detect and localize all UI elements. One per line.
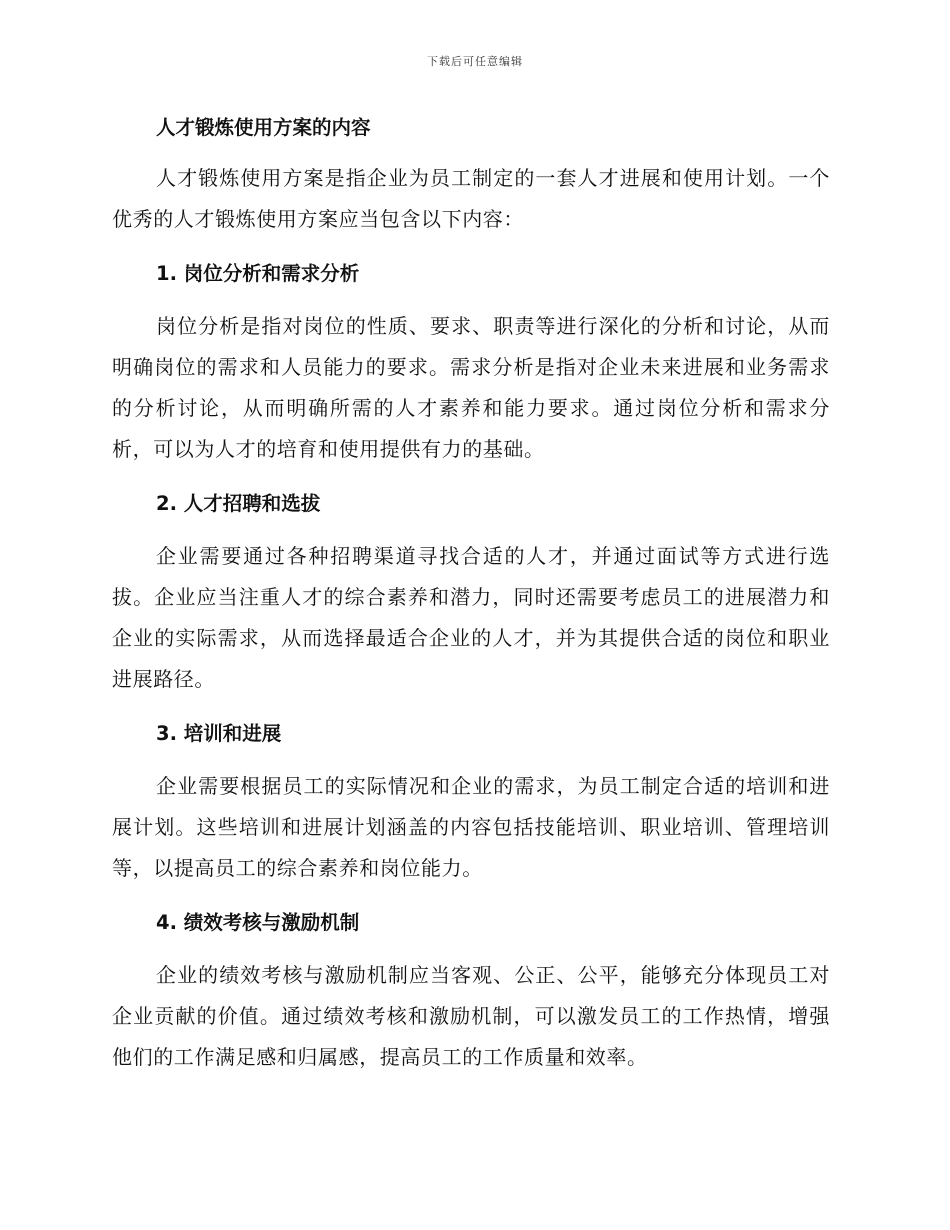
document-content — [112, 110, 830, 1078]
section-body-2: 企业需要通过各种招聘渠道寻找合适的人才，并通过面试等方式进行选拔。企业应当注重人才的综合素养和潜力，同时还需要考虑员工的进展潜力和企业的实际需求，从而选择最适合企业的人才，并为其提供合适的岗位和职业进展路径。 — [112, 544, 830, 691]
section-body-4: 企业的绩效考核与激励机制应当客观、公正、公平，能够充分体现员工对企业贡献的价值。通过绩效考核和激励机制，可以激发员工的工作热情，增强他们的工作满足感和归属感，提高员工的工作质量和效率。 — [112, 963, 830, 1069]
section-body-1: 岗位分析是指对岗位的性质、要求、职责等进行深化的分析和讨论，从而明确岗位的需求和人员能力的要求。需求分析是指对企业未来进展和业务需求的分析讨论，从而明确所需的人才素养和能力要求。通过岗位分析和需求分析，可以为人才的培育和使用提供有力的基础。 — [112, 314, 830, 461]
section-body-3: 企业需要根据员工的实际情况和企业的需求，为员工制定合适的培训和进展计划。这些培训和进展计划涵盖的内容包括技能培训、职业培训、管理培训等，以提高员工的综合素养和岗位能力。 — [112, 774, 830, 880]
document-title: 人才锻炼使用方案的内容 — [156, 116, 371, 139]
header-note: 下载后可任意编辑 — [427, 55, 523, 68]
section-heading-3: 3. 培训和进展 — [156, 722, 282, 745]
intro-paragraph: 人才锻炼使用方案是指企业为员工制定的一套人才进展和使用计划。一个优秀的人才锻炼使用方案应当包含以下内容： — [112, 166, 830, 231]
section-heading-2: 2. 人才招聘和选拔 — [156, 492, 321, 515]
section-heading-1: 1. 岗位分析和需求分析 — [156, 262, 360, 285]
section-heading-4: 4. 绩效考核与激励机制 — [156, 911, 360, 934]
